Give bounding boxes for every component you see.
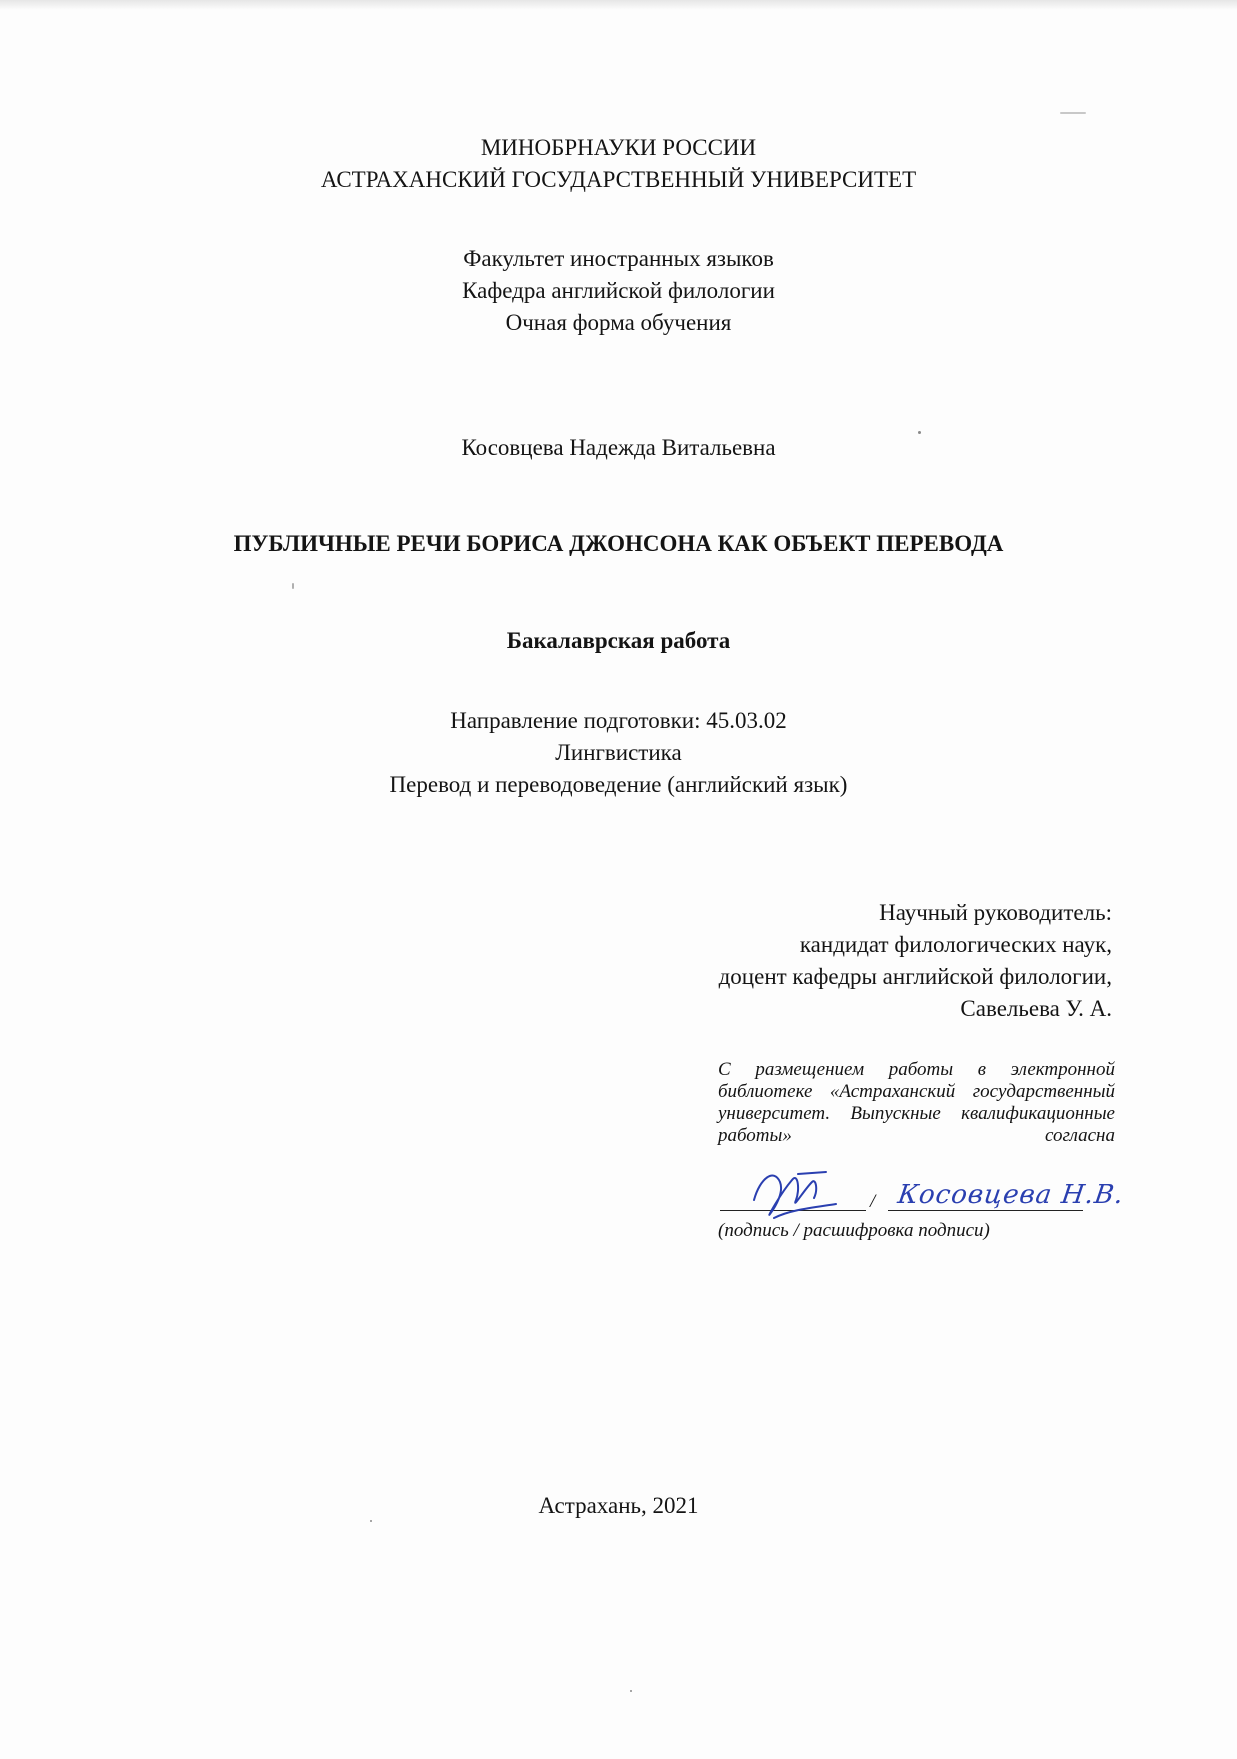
study-form-line: Очная форма обучения — [505, 310, 732, 335]
supervisor-position: доцент кафедры английской филологии, — [718, 964, 1112, 989]
work-type: Бакалаврская работа — [506, 628, 731, 653]
scan-mark — [1060, 112, 1086, 114]
scan-edge-shadow — [0, 0, 1237, 10]
scan-speck — [630, 1690, 632, 1692]
faculty-line: Факультет иностранных языков — [463, 246, 774, 271]
chair-line: Кафедра английской филологии — [462, 278, 775, 303]
signature-slash: / — [870, 1191, 876, 1212]
author-name: Косовцева Надежда Витальевна — [461, 435, 776, 460]
signature-caption: (подпись / расшифровка подписи) — [718, 1220, 990, 1241]
thesis-title: ПУБЛИЧНЫЕ РЕЧИ БОРИСА ДЖОНСОНА КАК ОБЪЕКТ ПЕРЕВОДА — [233, 531, 1004, 556]
university-line: АСТРАХАНСКИЙ ГОСУДАРСТВЕННЫЙ УНИВЕРСИТЕТ — [320, 167, 917, 192]
supervisor-degree: кандидат филологических наук, — [799, 932, 1112, 957]
profile-line: Перевод и переводоведение (английский язык) — [389, 772, 848, 797]
direction-line: Направление подготовки: 45.03.02 — [450, 708, 787, 733]
name-underline — [888, 1210, 1083, 1211]
handwritten-name: Косовцева Н.В. — [895, 1180, 1126, 1210]
handwritten-signature — [740, 1160, 860, 1226]
scan-speck — [370, 1520, 372, 1522]
scan-mark — [292, 583, 294, 589]
ministry-line: МИНОБРНАУКИ РОССИИ — [480, 135, 757, 160]
supervisor-label: Научный руководитель: — [879, 900, 1112, 925]
city-year: Астрахань, 2021 — [538, 1493, 699, 1518]
supervisor-name: Савельева У. А. — [960, 996, 1112, 1021]
field-line: Лингвистика — [555, 740, 682, 765]
scan-speck — [918, 431, 921, 434]
consent-text: С размещением работы в электронной библиотеке «Астраханский государственный университет. Выпускные квалификационные работы» согласна — [718, 1059, 1115, 1146]
